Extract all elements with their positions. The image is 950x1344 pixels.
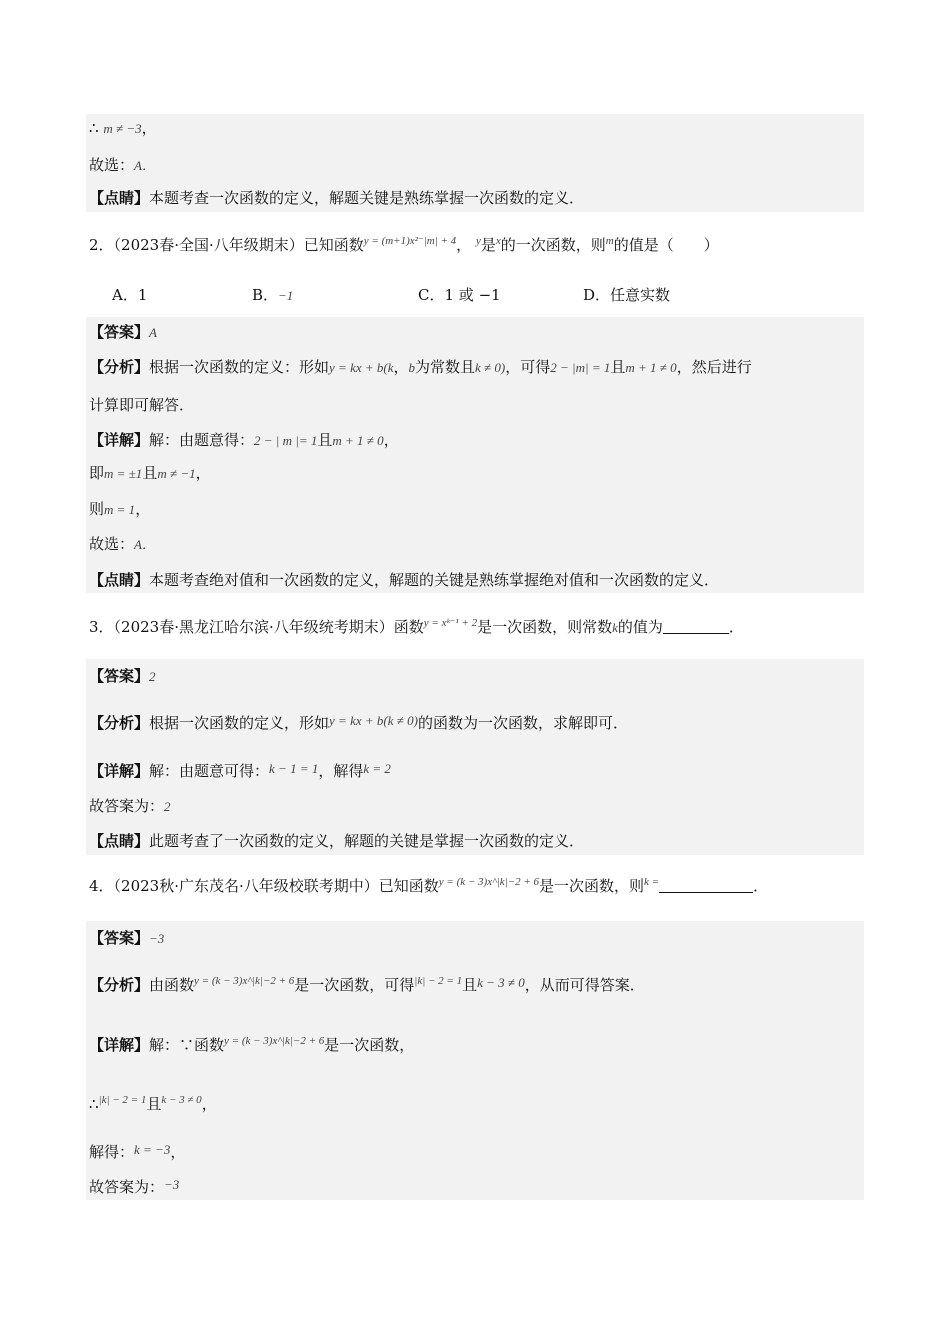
q2-analysis-line-2 <box>89 395 194 415</box>
therefore-symbol: ∴ <box>89 119 99 137</box>
text-segment: 故选： <box>89 535 135 553</box>
text-segment: ，可得 <box>505 358 551 376</box>
math-expression: k <box>612 620 618 635</box>
text-segment: ， <box>201 1095 217 1113</box>
text-segment: ， <box>393 358 409 376</box>
answer-tag: 【答案】 <box>89 667 150 685</box>
answer-blank[interactable] <box>663 618 729 634</box>
text-segment: 1 或 −1 <box>444 286 501 304</box>
solution-block-q4 <box>86 921 864 1200</box>
choice-label: 故选： <box>89 156 135 174</box>
tip-tag: 【点睛】 <box>89 189 150 207</box>
math-expression: y = kx + b(k ≠ 0) <box>329 713 418 728</box>
tip-text: 本题考查一次函数的定义，解题关键是熟练掌握一次函数的定义． <box>149 189 585 207</box>
math-expression: k − 3 ≠ 0 <box>477 975 525 990</box>
question-source: （2023秋·广东茂名·八年级校联考期中）已知函数 <box>113 877 439 895</box>
math-expression: A． <box>134 537 155 552</box>
text-segment: 且 <box>142 464 158 482</box>
text-segment: ， <box>170 1143 186 1161</box>
math-expression: m = ±1 <box>104 466 143 481</box>
detail-tag: 【详解】 <box>89 762 150 780</box>
analysis-tag: 【分析】 <box>89 714 150 732</box>
math-expression: m ≠ −1 <box>157 466 196 481</box>
option-c[interactable] <box>418 285 501 305</box>
text-segment: ，从而可得答案． <box>524 976 645 994</box>
q2-step-2 <box>89 499 150 520</box>
math-expression: k ≠ 0) <box>475 360 506 375</box>
math-expression: y = kx + b(k <box>329 360 394 375</box>
text-segment: 且 <box>317 431 333 449</box>
q1-therefore-line <box>89 118 157 139</box>
answer-value: 2 <box>149 669 156 684</box>
tip-text: 此题考查了一次函数的定义，解题的关键是掌握一次函数的定义． <box>149 832 585 850</box>
text-segment: 由函数 <box>149 976 195 994</box>
text-segment: 的值是（ ） <box>613 236 719 254</box>
q2-detail-line <box>89 430 399 451</box>
text-segment: 为常数且 <box>415 358 476 376</box>
math-expression: −1 <box>278 288 294 303</box>
math-expression: k − 1 = 1 <box>269 761 319 776</box>
text-segment: A． <box>112 286 138 304</box>
text-segment: 即 <box>89 464 105 482</box>
q4-therefore-line <box>89 1094 217 1116</box>
detail-tag: 【详解】 <box>89 1036 150 1054</box>
text-segment: ， <box>135 500 151 518</box>
question-source: （2023春·黑龙江哈尔滨·八年级统考期末）函数 <box>113 618 424 636</box>
text-segment: ， <box>141 119 157 137</box>
text-segment: 计算即可解答． <box>89 396 195 414</box>
text-segment: 是一次函数，则常数 <box>477 618 613 636</box>
math-expression: y <box>475 235 481 247</box>
text-segment: 是一次函数， <box>324 1036 415 1054</box>
question-number: 2． <box>89 236 114 254</box>
q2-choice-line <box>89 534 155 555</box>
option-a[interactable] <box>112 285 147 305</box>
q4-analysis-line <box>89 975 645 997</box>
text-segment: 且 <box>610 358 626 376</box>
text-segment: 是一次函数，则 <box>539 877 645 895</box>
math-expression: m + 1 ≠ 0 <box>625 360 677 375</box>
analysis-tag: 【分析】 <box>89 976 150 994</box>
analysis-tag: 【分析】 <box>89 358 150 376</box>
therefore-symbol: ∴ <box>89 1095 99 1113</box>
text-segment: 的值为 <box>617 618 663 636</box>
text-segment: 解得： <box>89 1143 135 1161</box>
math-expression: m <box>605 235 614 247</box>
math-expression: m + 1 ≠ 0 <box>332 433 384 448</box>
math-expression: k − 3 ≠ 0 <box>161 1094 202 1106</box>
answer-tag: 【答案】 <box>89 929 150 947</box>
q1-choice-line <box>89 155 155 176</box>
answer-value: A <box>149 325 157 340</box>
text-segment: 根据一次函数的定义：形如 <box>149 358 330 376</box>
solution-block-q3 <box>86 659 864 855</box>
q4-detail-line <box>89 1035 414 1057</box>
text-segment: ，解得 <box>318 762 364 780</box>
question-number: 3． <box>89 618 114 636</box>
text-segment: D． <box>583 286 611 304</box>
text-segment: 任意实数 <box>610 286 671 304</box>
q1-tip-line <box>89 188 584 208</box>
text-segment: ． <box>753 877 769 895</box>
text-segment: 是一次函数，可得 <box>294 976 415 994</box>
math-expression: 2 <box>164 799 171 814</box>
math-expression: y = (m+1)x²⁻|m| + 4 <box>363 235 457 247</box>
math-expression: m = 1 <box>104 502 136 517</box>
q3-answer-line <box>89 666 156 687</box>
math-expression: −3 <box>164 1177 180 1192</box>
math-expression: x <box>495 235 501 247</box>
text-segment: 1 <box>137 286 148 304</box>
q2-question-line <box>89 235 719 257</box>
text-segment: 且 <box>146 1095 162 1113</box>
option-b[interactable] <box>252 285 293 306</box>
q2-step-1 <box>89 463 211 484</box>
math-expression: 2 − | m |= 1 <box>254 433 318 448</box>
text-segment: ， <box>383 431 399 449</box>
answer-tag: 【答案】 <box>89 323 150 341</box>
q3-detail-line <box>89 761 391 782</box>
text-segment: 则 <box>89 500 105 518</box>
text-segment: 根据一次函数的定义，形如 <box>149 714 330 732</box>
math-expression: y = (k − 3)x^|k|−2 + 6 <box>224 1035 325 1047</box>
q3-final-line <box>89 796 171 817</box>
text-segment: ， <box>195 464 211 482</box>
q4-final-line <box>89 1177 179 1198</box>
q4-solve-line <box>89 1142 185 1163</box>
math-expression: y = xᵏ⁻¹ + 2 <box>423 617 478 629</box>
text-segment: 解：∵函数 <box>149 1036 225 1054</box>
q4-question-line <box>89 876 768 898</box>
text-segment: 故答案为： <box>89 1178 165 1196</box>
text-segment: 的一次函数，则 <box>500 236 606 254</box>
text-segment: 是 <box>480 236 496 254</box>
q3-analysis-line <box>89 713 628 734</box>
math-expression: y = (k − 3)x^|k|−2 + 6 <box>194 975 295 987</box>
tip-tag: 【点睛】 <box>89 571 150 589</box>
question-number: 4． <box>89 877 114 895</box>
math-expression: y = (k − 3)x^|k|−2 + 6 <box>438 876 540 888</box>
text-segment: 且 <box>462 976 478 994</box>
tip-tag: 【点睛】 <box>89 832 150 850</box>
text-segment: ，然后进行 <box>676 358 752 376</box>
math-expression: k = <box>644 876 660 888</box>
q3-tip-line <box>89 831 584 851</box>
math-expression: k = −3 <box>134 1142 171 1157</box>
q4-answer-line <box>89 928 164 949</box>
q2-analysis-line <box>89 357 752 378</box>
question-source: （2023春·全国·八年级期末）已知函数 <box>113 236 364 254</box>
q3-question-line <box>89 617 744 639</box>
math-expression: k = 2 <box>363 761 391 776</box>
q2-answer-line <box>89 322 157 343</box>
math-expression: b <box>408 360 416 375</box>
text-segment: 解：由题意可得： <box>149 762 270 780</box>
math-expression: m ≠ −3 <box>103 121 142 136</box>
math-expression: 2 − |m| = 1 <box>550 360 611 375</box>
text-segment: B． <box>252 286 279 304</box>
detail-tag: 【详解】 <box>89 431 150 449</box>
math-expression: |k| − 2 = 1 <box>414 975 463 987</box>
answer-blank[interactable] <box>659 877 753 893</box>
choice-value: A． <box>134 158 155 173</box>
text-segment: ， <box>456 236 472 254</box>
tip-text: 本题考查绝对值和一次函数的定义，解题的关键是熟练掌握绝对值和一次函数的定义． <box>149 571 720 589</box>
text-segment: 故答案为： <box>89 797 165 815</box>
text-segment: 解：由题意得： <box>149 431 255 449</box>
text-segment: ． <box>728 618 744 636</box>
text-segment: 的函数为一次函数，求解即可． <box>417 714 628 732</box>
text-segment: C． <box>418 286 445 304</box>
answer-value: −3 <box>149 931 165 946</box>
option-d[interactable] <box>583 285 670 305</box>
q2-tip-line <box>89 570 719 590</box>
math-expression: |k| − 2 = 1 <box>98 1094 147 1106</box>
